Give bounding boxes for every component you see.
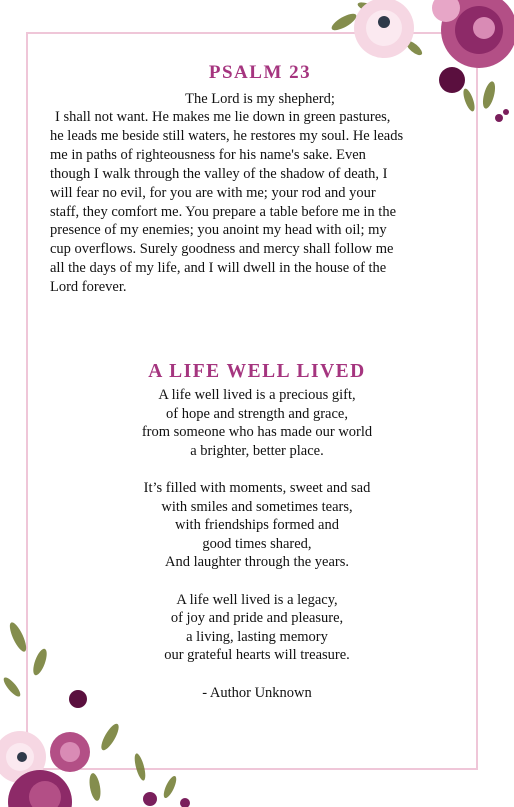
poem-line: It’s filled with moments, sweet and sad <box>143 479 371 496</box>
poem-stanza <box>0 479 514 572</box>
psalm-line: Lord forever. <box>50 279 127 296</box>
psalm-line: he leads me beside still waters, he restores my soul. He leads <box>50 127 404 144</box>
poem-line: good times shared, <box>202 535 312 552</box>
poem-author: - Author Unknown <box>202 684 312 701</box>
psalm-line: though I walk through the valley of the shadow of death, I <box>50 165 388 182</box>
poem-line: of hope and strength and grace, <box>166 405 348 422</box>
poem-stanza <box>0 386 514 460</box>
psalm-line: me in paths of righteousness for his name's sake. Even <box>50 146 366 163</box>
psalm-text <box>50 108 470 297</box>
psalm-line: all the days of my life, and I will dwell in the house of the <box>50 260 387 277</box>
psalm-line: presence of my enemies; you anoint my head with oil; my <box>50 222 387 239</box>
poem-stanza <box>0 591 514 665</box>
psalm-first-line: The Lord is my shepherd; <box>185 91 335 107</box>
poem-line: a living, lasting memory <box>186 628 328 645</box>
poem-title: A LIFE WELL LIVED <box>148 361 366 383</box>
psalm-title: PSALM 23 <box>208 62 312 83</box>
psalm-line: will fear no evil, for you are with me; your rod and your <box>50 184 376 201</box>
psalm-line: staff, they comfort me. You prepare a table before me in the <box>50 203 397 220</box>
psalm-section <box>50 62 470 297</box>
poem-line: And laughter through the years. <box>164 554 350 571</box>
poem-text <box>0 386 514 702</box>
poem-line: of joy and pride and pleasure, <box>170 610 344 627</box>
poem-line: a brighter, better place. <box>190 442 324 459</box>
poem-line: our grateful hearts will treasure. <box>164 647 350 664</box>
poem-line: with friendships formed and <box>175 517 339 534</box>
poem-line: from someone who has made our world <box>141 424 373 441</box>
poem-line: A life well lived is a legacy, <box>176 591 338 608</box>
psalm-line: cup overflows. Surely goodness and mercy shall follow me <box>50 241 394 258</box>
psalm-line: I shall not want. He makes me lie down in green pastures, <box>55 109 391 125</box>
poem-line: with smiles and sometimes tears, <box>161 498 353 515</box>
poem-line: A life well lived is a precious gift, <box>158 387 356 403</box>
